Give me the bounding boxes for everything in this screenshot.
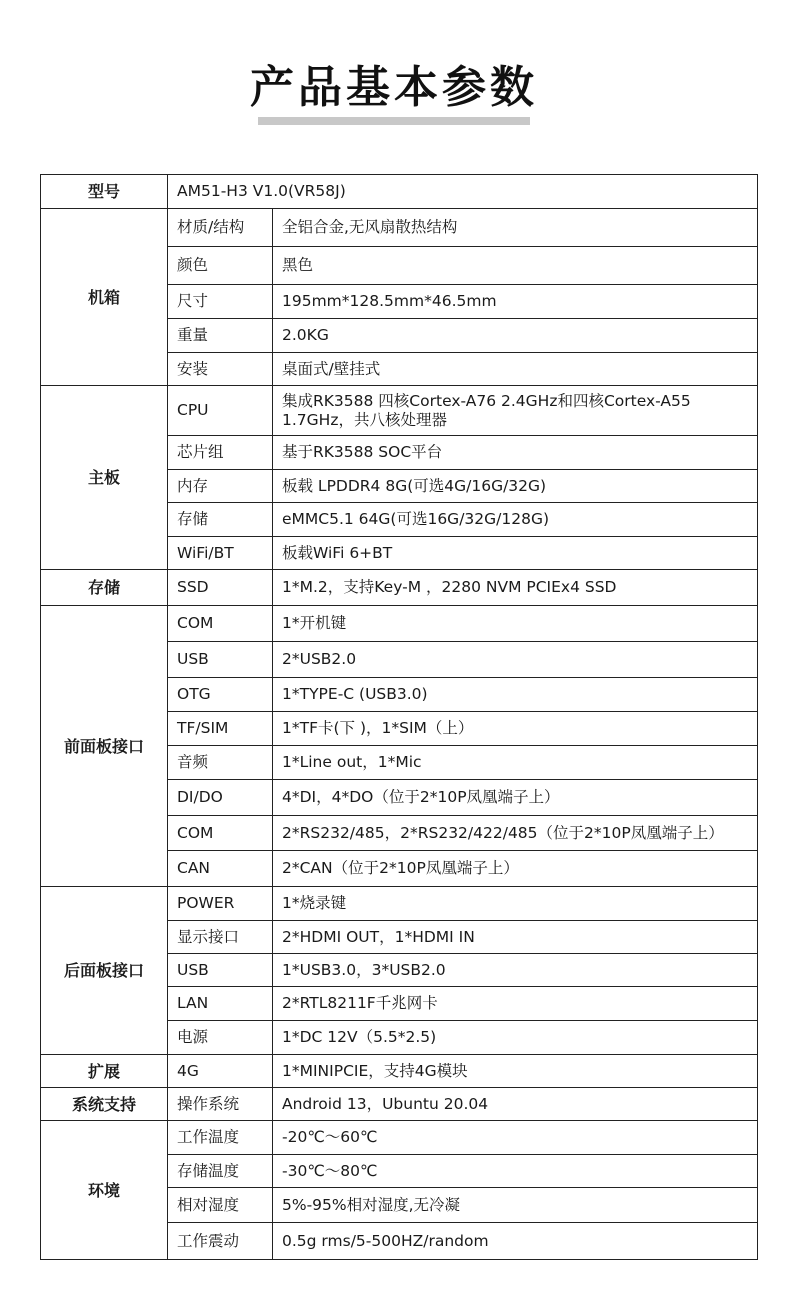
row-label: CPU <box>168 386 273 436</box>
row-value: eMMC5.1 64G(可选16G/32G/128G) <box>273 503 758 537</box>
group-header: 系统支持 <box>41 1088 168 1121</box>
row-value: 1*MINIPCIE，支持4G模块 <box>273 1055 758 1088</box>
row-label: 4G <box>168 1055 273 1088</box>
table-row <box>41 209 758 247</box>
row-value: 2.0KG <box>273 319 758 353</box>
row-label: USB <box>168 954 273 987</box>
row-label: CAN <box>168 851 273 887</box>
row-label: 操作系统 <box>168 1088 273 1121</box>
group-header: 后面板接口 <box>41 887 168 1055</box>
row-label: COM <box>168 606 273 642</box>
row-label: POWER <box>168 887 273 921</box>
row-value: 板载 LPDDR4 8G(可选4G/16G/32G) <box>273 470 758 503</box>
page-title: 产品基本参数 <box>250 62 538 113</box>
row-value: 2*RS232/485，2*RS232/422/485（位于2*10P凤凰端子上） <box>273 816 758 851</box>
table-row <box>41 887 758 921</box>
group-header: 存储 <box>41 570 168 606</box>
row-label: LAN <box>168 987 273 1021</box>
row-value: 1*USB3.0，3*USB2.0 <box>273 954 758 987</box>
group-header: 环境 <box>41 1121 168 1260</box>
row-label: SSD <box>168 570 273 606</box>
table-row <box>41 386 758 436</box>
row-value: 1*烧录键 <box>273 887 758 921</box>
row-value: 基于RK3588 SOC平台 <box>273 436 758 470</box>
row-label: 音频 <box>168 746 273 780</box>
row-label: 重量 <box>168 319 273 353</box>
row-value: 1*Line out，1*Mic <box>273 746 758 780</box>
row-label: DI/DO <box>168 780 273 816</box>
row-value: 0.5g rms/5-500HZ/random <box>273 1223 758 1260</box>
group-header: 扩展 <box>41 1055 168 1088</box>
row-value: 2*USB2.0 <box>273 642 758 678</box>
row-value: -20℃～60℃ <box>273 1121 758 1155</box>
table-row <box>41 1088 758 1121</box>
row-value: Android 13，Ubuntu 20.04 <box>273 1088 758 1121</box>
row-value: 4*DI，4*DO（位于2*10P凤凰端子上） <box>273 780 758 816</box>
group-header: 主板 <box>41 386 168 570</box>
table-row <box>41 1121 758 1155</box>
row-label: 安装 <box>168 353 273 386</box>
row-header-model: 型号 <box>41 175 168 209</box>
row-value: 2*RTL8211F千兆网卡 <box>273 987 758 1021</box>
row-label: 显示接口 <box>168 921 273 954</box>
model-value: AM51-H3 V1.0(VR58J) <box>168 175 758 209</box>
row-value: 桌面式/壁挂式 <box>273 353 758 386</box>
row-label: 存储温度 <box>168 1155 273 1188</box>
row-label: 电源 <box>168 1021 273 1055</box>
row-value: 1*TYPE-C (USB3.0) <box>273 678 758 712</box>
row-label: 颜色 <box>168 247 273 285</box>
row-value: 1*开机键 <box>273 606 758 642</box>
table-row <box>41 1055 758 1088</box>
row-value: 5%-95%相对湿度,无冷凝 <box>273 1188 758 1223</box>
row-label: 材质/结构 <box>168 209 273 247</box>
row-label: 相对湿度 <box>168 1188 273 1223</box>
row-value: 2*CAN（位于2*10P凤凰端子上） <box>273 851 758 887</box>
row-label: 内存 <box>168 470 273 503</box>
row-value: 1*DC 12V（5.5*2.5) <box>273 1021 758 1055</box>
row-label: USB <box>168 642 273 678</box>
row-value: 板载WiFi 6+BT <box>273 537 758 570</box>
table-row <box>41 570 758 606</box>
row-label: COM <box>168 816 273 851</box>
row-label: 尺寸 <box>168 285 273 319</box>
row-value: -30℃～80℃ <box>273 1155 758 1188</box>
group-header: 前面板接口 <box>41 606 168 887</box>
row-value: 1*TF卡(下 )，1*SIM（上） <box>273 712 758 746</box>
row-value: 集成RK3588 四核Cortex-A76 2.4GHz和四核Cortex-A55 1.7GHz，共八核处理器 <box>273 386 758 436</box>
row-label: 芯片组 <box>168 436 273 470</box>
spec-table <box>40 174 758 1260</box>
row-value: 黑色 <box>273 247 758 285</box>
row-label: WiFi/BT <box>168 537 273 570</box>
row-label: 存储 <box>168 503 273 537</box>
row-value: 1*M.2，支持Key-M ，2280 NVM PCIEx4 SSD <box>273 570 758 606</box>
table-row <box>41 606 758 642</box>
row-value: 195mm*128.5mm*46.5mm <box>273 285 758 319</box>
row-label: TF/SIM <box>168 712 273 746</box>
table-row <box>41 175 758 209</box>
row-label: 工作震动 <box>168 1223 273 1260</box>
row-label: OTG <box>168 678 273 712</box>
title-underline <box>258 117 530 125</box>
row-value: 全铝合金,无风扇散热结构 <box>273 209 758 247</box>
row-value: 2*HDMI OUT，1*HDMI IN <box>273 921 758 954</box>
group-header: 机箱 <box>41 209 168 386</box>
row-label: 工作温度 <box>168 1121 273 1155</box>
